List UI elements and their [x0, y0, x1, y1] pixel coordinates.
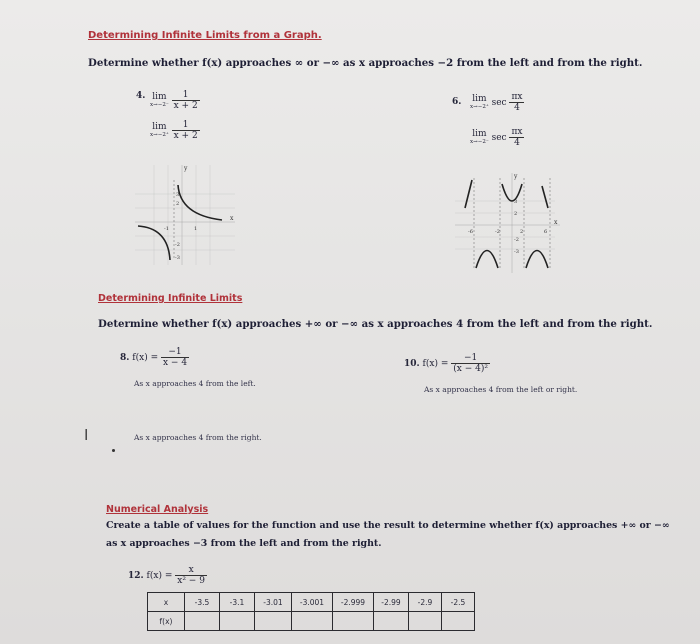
graph4-ytick: -3: [175, 255, 180, 261]
problem-6-limit-left: lim x→−2⁺ sec $\frac{\pi x}{4}$: [470, 92, 523, 113]
graph4-y-label: y: [184, 165, 188, 172]
table-cell-fx[interactable]: [442, 612, 475, 631]
section-instruction-graph: Determine whether f(x) approaches ∞ or −∞ as x approaches −2 from the left and from the right.: [88, 57, 643, 69]
table-row-fx: [148, 612, 475, 631]
graph-problem-4: [130, 160, 240, 270]
section-instruction-numerical-1: Create a table of values for the function and use the result to determine whether f(x) approaches +∞ or −∞: [106, 520, 670, 531]
graph-problem-6: [450, 168, 560, 278]
graph6-branch: [476, 251, 498, 269]
graph6-xtick: -6: [468, 229, 473, 235]
problem-4-limit-left: lim x→−2⁻ $\frac{1}{x + 2}$: [150, 90, 198, 111]
problem-6-limit-right: lim x→−2⁻ sec $\frac{\pi x}{4}$: [470, 127, 523, 148]
graph6-ytick: -2: [514, 237, 519, 243]
graph6-branch: [542, 186, 548, 208]
graph6-xtick: -2: [495, 229, 500, 235]
section-title-numerical-analysis: Numerical Analysis: [106, 504, 209, 515]
section-instruction-infinite-limits: Determine whether f(x) approaches +∞ or −∞ as x approaches 4 from the left and from the right.: [98, 318, 653, 330]
problem-4-number: 4.: [136, 91, 146, 101]
section-title-graph: Determining Infinite Limits from a Graph.: [88, 30, 322, 41]
table-cell-x: -3.5: [185, 593, 220, 612]
problem-8-left-prompt: As x approaches 4 from the left.: [134, 379, 256, 388]
graph6-xtick: 2: [520, 229, 524, 235]
graph4-ytick: 2: [176, 201, 180, 207]
table-cell-x: -2.5: [442, 593, 475, 612]
graph4-xtick: -1: [164, 226, 169, 232]
table-row-x: [148, 593, 475, 612]
graph4-right-branch: [178, 185, 222, 220]
problem-8-right-prompt: As x approaches 4 from the right.: [134, 433, 262, 442]
cursor-dot: [112, 449, 115, 452]
table-header-x: x: [148, 593, 185, 612]
table-header-fx: f(x): [148, 612, 185, 631]
graph6-x-label: x: [554, 219, 558, 226]
table-cell-fx[interactable]: [409, 612, 442, 631]
table-cell-x: -2.99: [374, 593, 409, 612]
graph4-ytick: 3: [176, 192, 180, 198]
problem-8-function: 8. f(x) = $\frac{-1}{x - 4}$: [120, 347, 188, 368]
graph4-x-label: x: [230, 215, 234, 222]
problem-4-limit-right: lim x→−2⁺ $\frac{1}{x + 2}$: [150, 120, 198, 141]
values-table: [147, 592, 475, 631]
graph6-ytick: 2: [514, 211, 518, 217]
table-cell-x: -2.999: [333, 593, 374, 612]
table-cell-fx[interactable]: [333, 612, 374, 631]
table-cell-x: -3.1: [220, 593, 255, 612]
table-cell-fx[interactable]: [185, 612, 220, 631]
problem-6-number: 6.: [452, 97, 462, 107]
graph6-xtick: 6: [544, 229, 548, 235]
section-instruction-numerical-2: as x approaches −3 from the left and from the right.: [106, 538, 382, 549]
graph6-branch: [465, 180, 472, 208]
table-cell-fx[interactable]: [255, 612, 292, 631]
problem-12-function: 12. f(x) = $\frac{x}{\text{x² − 9}}$: [128, 565, 205, 586]
graph4-xtick: 1: [194, 226, 198, 232]
table-cell-x: -3.001: [292, 593, 333, 612]
table-cell-fx[interactable]: [292, 612, 333, 631]
problem-10-function: 10. f(x) = $\frac{-1}{\text{(x − 4)²}}$: [404, 353, 488, 374]
section-title-infinite-limits: Determining Infinite Limits: [98, 293, 243, 304]
text-cursor-icon: I: [84, 426, 89, 444]
table-cell-fx[interactable]: [374, 612, 409, 631]
table-cell-x: -3.01: [255, 593, 292, 612]
problem-10-prompt: As x approaches 4 from the left or right.: [424, 385, 578, 394]
graph6-ytick: 3: [514, 199, 518, 205]
graph4-ytick: -2: [175, 242, 180, 248]
table-cell-fx[interactable]: [220, 612, 255, 631]
graph6-ytick: -3: [514, 249, 519, 255]
graph6-branch: [526, 251, 548, 269]
graph6-y-label: y: [514, 173, 518, 180]
table-cell-x: -2.9: [409, 593, 442, 612]
